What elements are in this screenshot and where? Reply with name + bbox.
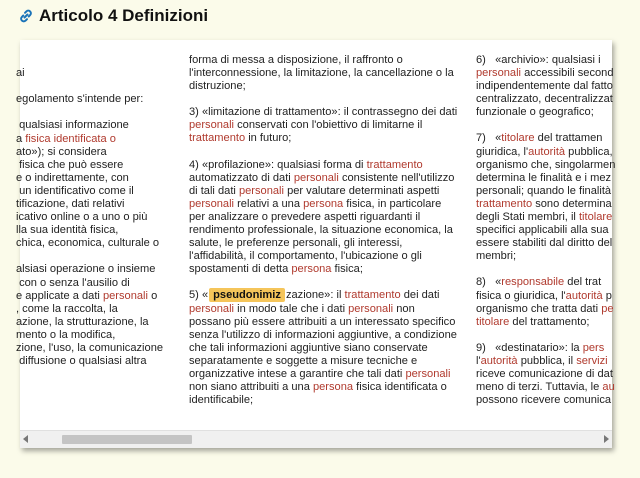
text-line: 8) «responsabile del trat	[476, 276, 602, 289]
column-left	[16, 54, 166, 368]
document-page[interactable]	[16, 40, 616, 431]
keyword-highlight: persona	[291, 263, 332, 276]
text-line: indipendentemente dal fatto	[476, 80, 613, 93]
keyword-highlight: personali	[102, 289, 148, 302]
keyword-highlight: pers	[582, 341, 605, 354]
text-line: determina le finalità e i mez	[476, 171, 612, 184]
keyword-highlight: trattamento	[344, 289, 401, 302]
paragraph-archive	[476, 54, 626, 119]
text-line: egolamento s'intende per:	[16, 93, 144, 106]
text-line: personali accessibili second	[476, 67, 614, 80]
text-line: mento o la modifica,	[16, 328, 116, 341]
keyword-highlight: titolare	[578, 211, 613, 224]
text-line: l'autorità pubblica, il servizi	[476, 354, 608, 367]
column-middle	[189, 54, 459, 420]
link-icon[interactable]	[18, 8, 34, 24]
keyword-highlight: titolare	[476, 315, 510, 328]
keyword-highlight: personali	[189, 197, 235, 210]
text-line: titolare del trattamento;	[476, 315, 590, 328]
scroll-right-arrow-icon[interactable]	[604, 435, 609, 443]
text-line: a fisica identificata o	[16, 132, 116, 145]
text-line: essere stabiliti dal diritto del	[476, 237, 613, 250]
paragraph-limitation: 3) «limitazione di trattamento»: il contrassegno dei dati personali conservati con l'obiettivo di limitarne il trattamento in futuro;	[189, 106, 458, 145]
text-line: lla sua identità fisica,	[16, 224, 119, 237]
keyword-highlight: trattamento	[476, 197, 533, 210]
text-line: membri;	[476, 250, 517, 263]
keyword-highlight: servizi	[576, 354, 608, 367]
keyword-highlight: autorità	[480, 354, 518, 367]
text-line: diffusione o qualsiasi altra	[16, 355, 147, 368]
text-line: organismo che, singolarmen	[476, 158, 616, 171]
text-line: trattamento sono determina	[476, 197, 612, 210]
text-line: icativo online o a uno o più	[16, 211, 148, 224]
column-left-block-a	[16, 54, 166, 119]
text-line: riceve comunicazione di dat	[476, 367, 613, 380]
keyword-highlight: personali	[189, 119, 235, 132]
text-line: meno di terzi. Tuttavia, le au	[476, 381, 615, 394]
text-line: funzionale o geografico;	[476, 106, 594, 119]
keyword-highlight: fisica identificata o	[22, 132, 116, 145]
text-line: fisica o giuridica, l'autorità p	[476, 289, 612, 302]
horizontal-scrollbar[interactable]	[20, 430, 612, 448]
text-line: specifici applicabili alla sua	[476, 224, 609, 237]
paragraph-processor	[476, 276, 626, 328]
text-line: ai	[16, 67, 25, 80]
text-line: , come la raccolta, la	[16, 302, 118, 315]
text-line: qualsiasi informazione	[16, 119, 129, 132]
keyword-highlight: personali	[348, 302, 394, 315]
text-line: tificazione, dati relativi	[16, 198, 125, 211]
column-left-block-b	[16, 119, 166, 250]
text-line: degli Stati membri, il titolare	[476, 211, 613, 224]
keyword-highlight: personali	[189, 302, 235, 315]
paragraph-destruction: forma di messa a disposizione, il raffronto o l'interconnessione, la limitazione, la cancellazione o la distruzione;	[189, 54, 454, 93]
keyword-highlight: persona	[303, 197, 344, 210]
text-line	[16, 106, 166, 119]
page-title: Articolo 4 Definizioni	[39, 6, 209, 25]
keyword-highlight: personali	[405, 367, 451, 380]
keyword-highlight: personali	[293, 171, 339, 184]
keyword-highlight: autorità	[528, 145, 566, 158]
text-line	[16, 54, 166, 67]
text-line: 7) «titolare del trattamen	[476, 132, 603, 145]
search-match-highlight[interactable]: pseudonimiz	[209, 288, 285, 302]
text-line: organismo che tratta dati pe	[476, 302, 614, 315]
text-line: centralizzato, decentralizzat	[476, 93, 613, 106]
keyword-highlight: personali	[238, 184, 284, 197]
text-line: personali; quando le finalità	[476, 184, 612, 197]
text-line: possono ricevere comunica	[476, 394, 612, 407]
text-line: 9) «destinatario»: la pers	[476, 341, 605, 354]
keyword-highlight: persona	[312, 381, 354, 394]
text-line: azione, la strutturazione, la	[16, 315, 149, 328]
keyword-highlight: au	[602, 381, 615, 394]
column-left-block-c	[16, 263, 166, 368]
text-line: con o senza l'ausilio di	[16, 276, 130, 289]
text-line: zione, l'uso, la comunicazione	[16, 341, 164, 354]
text-line: chica, economica, culturale o	[16, 237, 160, 250]
keyword-highlight: pe	[601, 302, 614, 315]
text-line: e o indirettamente, con	[16, 171, 129, 184]
text-line	[16, 80, 166, 93]
paragraph-profiling: 4) «profilazione»: qualsiasi forma di trattamento automatizzato di dati personali consistente nell'utilizzo di tali dati personali per valutare determinati aspetti personali relativi a una persona fisica, in particolare per analizzare o prevedere aspetti riguardanti il rendimento professionale, la situazione economica, la salute, le preferenze personali, gli interessi, l'affidabilità, il comportamento, l'ubicazione o gli spostamenti di detta persona fisica;	[189, 158, 455, 276]
paragraph-recipient	[476, 342, 626, 407]
keyword-highlight: trattamento	[366, 158, 423, 171]
text-line: ato»); si considera	[16, 145, 107, 158]
header	[18, 4, 208, 28]
column-right	[476, 54, 626, 420]
text-line: 6) «archivio»: qualsiasi i	[476, 54, 601, 66]
text-line: un identificativo come il	[16, 184, 134, 197]
text-line: e applicate a dati personali o	[16, 289, 158, 302]
document-viewer	[16, 40, 616, 448]
keyword-highlight: personali	[476, 67, 522, 80]
keyword-highlight: autorità	[565, 289, 603, 302]
text-line: giuridica, l'autorità pubblica,	[476, 145, 613, 158]
text-line: alsiasi operazione o insieme	[16, 263, 156, 276]
scrollbar-thumb[interactable]	[62, 435, 192, 444]
scroll-left-arrow-icon[interactable]	[23, 435, 28, 443]
keyword-highlight: titolare	[501, 132, 535, 145]
keyword-highlight: responsabile	[501, 276, 565, 289]
paragraph-controller	[476, 132, 626, 263]
keyword-highlight: trattamento	[189, 132, 246, 145]
paragraph-pseudonymisation: 5) « pseudonimiz zazione»: il trattamento dei dati personali in modo tale che i dati personali non possano più essere attribuiti a un interessato specifico senza l'utilizzo di informazioni aggiuntive, a condizione che tali informazioni aggiuntive siano conservate separatamente e soggette a misure tecniche e organizzative intese a garantire che tali dati personali non siano attribuiti a una persona fisica identificata o identificabile;	[189, 289, 457, 407]
text-line: fisica che può essere	[16, 158, 124, 171]
